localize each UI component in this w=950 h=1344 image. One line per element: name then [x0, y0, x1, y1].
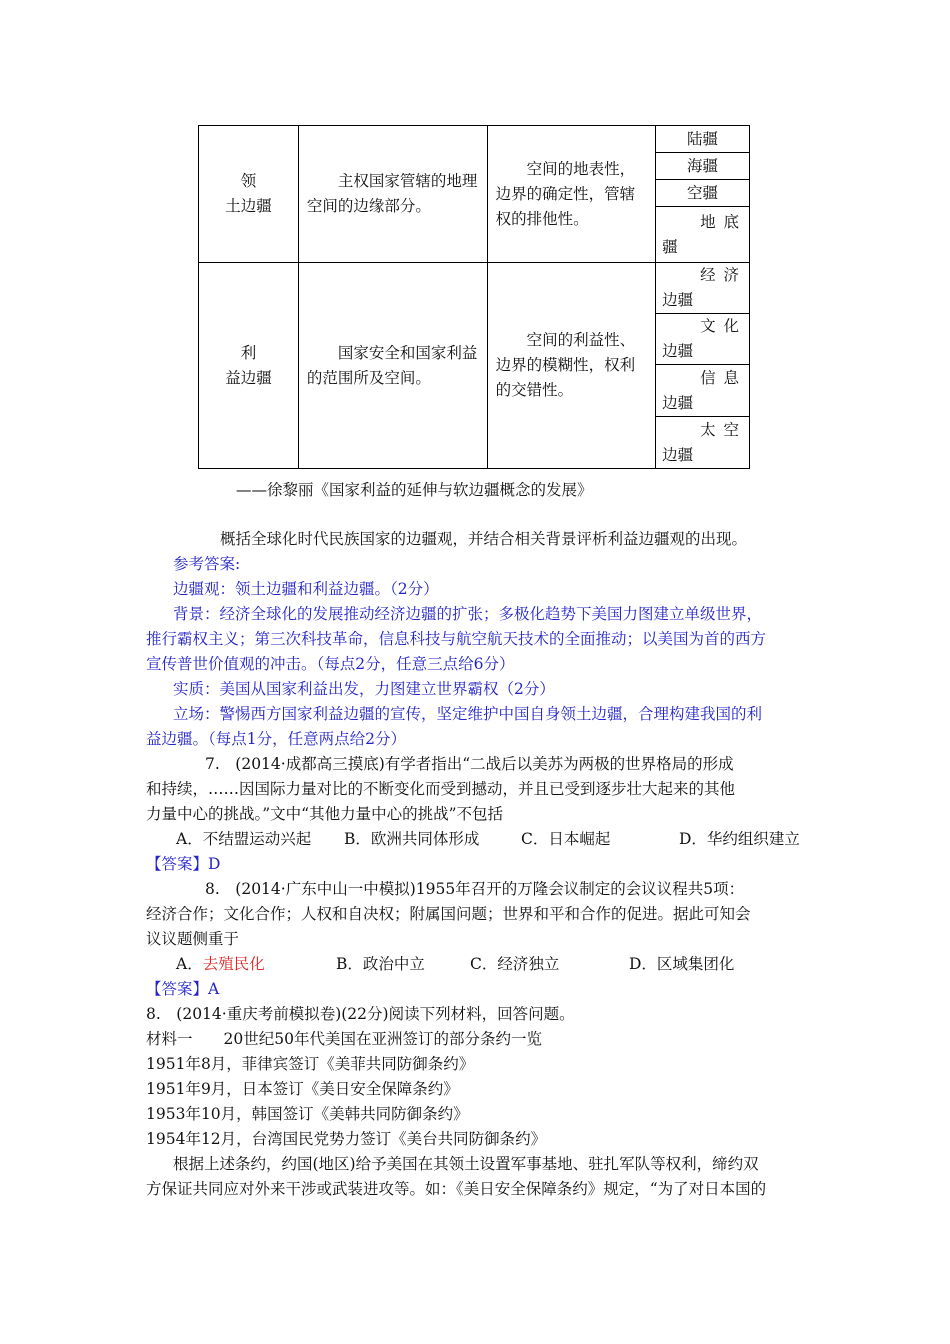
type-cell: 领 土边疆 [199, 126, 299, 263]
q6-prompt: 概括全球化时代民族国家的边疆观，并结合相关背景评析利益边疆观的出现。 [220, 530, 748, 548]
treaty-item: 1954年12月，台湾国民党势力签订《美台共同防御条约》 [146, 1130, 547, 1148]
treaty-item: 1951年8月，菲律宾签订《美菲共同防御条约》 [146, 1055, 475, 1073]
answer-line: 【答案】A [146, 980, 220, 998]
question-text: 议议题侧重于 [146, 930, 240, 948]
definition-cell: 国家安全和国家利益的范围所及空间。 [298, 263, 487, 469]
sub-type-cell: 文 化 边疆 [656, 314, 750, 365]
answer-line: 推行霸权主义；第三次科技革命，信息科技与航空航天技术的全面推动；以美国为首的西方 [146, 630, 767, 648]
question-text: 和持续，……因国际力量对比的不断变化而受到撼动，并且已受到逐步壮大起来的其他 [146, 780, 736, 798]
option-d: D．区域集团化 [629, 955, 735, 973]
sub-type-cell: 太 空 边疆 [656, 417, 750, 469]
option-b: B．欧洲共同体形成 [344, 830, 480, 848]
type-cell: 利 益边疆 [199, 263, 299, 469]
sub-type-cell: 陆疆 [656, 126, 750, 153]
sub-type-cell: 地 底 疆 [656, 207, 750, 263]
sub-type-cell: 海疆 [656, 153, 750, 180]
answer-line: 背景：经济全球化的发展推动经济边疆的扩张；多极化趋势下美国力图建立单级世界， [173, 605, 763, 623]
option-b: B．政治中立 [336, 955, 425, 973]
option-c: C．日本崛起 [521, 830, 611, 848]
question-text: 经济合作；文化合作；人权和自决权；附属国问题；世界和平和合作的促进。据此可知会 [146, 905, 751, 923]
sub-type-cell: 信 息 边疆 [656, 365, 750, 417]
option-a: A．去殖民化 [176, 955, 265, 973]
question-text: 8. (2014·广东中山一中模拟)1955年召开的万隆会议制定的会议议程共5项： [205, 880, 745, 898]
treaty-item: 1951年9月，日本签订《美日安全保障条约》 [146, 1080, 459, 1098]
option-a: A．不结盟运动兴起 [176, 830, 312, 848]
answer-line: 边疆观：领土边疆和利益边疆。（2分） [173, 580, 439, 598]
option-c: C．经济独立 [470, 955, 560, 973]
definition-cell: 主权国家管辖的地理空间的边缘部分。 [298, 126, 487, 263]
question-text: 8. (2014·重庆考前模拟卷)(22分)阅读下列材料，回答问题。 [146, 1005, 575, 1023]
answer-line: 实质：美国从国家利益出发，力图建立世界霸权（2分） [173, 680, 555, 698]
paragraph-line: 方保证共同应对外来干涉或武装进攻等。如：《美日安全保障条约》规定，“为了对日本国的 [146, 1180, 767, 1198]
sub-type-cell: 经 济 边疆 [656, 263, 750, 314]
material-title: 材料一 20世纪50年代美国在亚洲签订的部分条约一览 [146, 1030, 542, 1048]
reference-answer-label: 参考答案: [173, 555, 241, 573]
answer-line: 立场：警惕西方国家利益边疆的宣传，坚定维护中国自身领土边疆，合理构建我国的利 [173, 705, 763, 723]
frontier-table [198, 125, 750, 469]
question-text: 7. (2014·成都高三摸底)有学者指出“二战后以美苏为两极的世界格局的形成 [205, 755, 734, 773]
answer-line: 益边疆。（每点1分，任意两点给2分） [146, 730, 406, 748]
question-text: 力量中心的挑战。”文中“其他力量中心的挑战”不包括 [146, 805, 504, 823]
answer-line: 【答案】D [146, 855, 221, 873]
sub-type-cell: 空疆 [656, 180, 750, 207]
answer-line: 宣传普世价值观的冲击。（每点2分，任意三点给6分） [146, 655, 515, 673]
traits-cell: 空间的利益性、边界的模糊性，权利的交错性。 [487, 263, 656, 469]
table-source: ——徐黎丽《国家利益的延伸与软边疆概念的发展》 [236, 481, 593, 499]
treaty-item: 1953年10月，韩国签订《美韩共同防御条约》 [146, 1105, 469, 1123]
paragraph-line: 根据上述条约，约国(地区)给予美国在其领土设置军事基地、驻扎军队等权利，缔约双 [173, 1155, 759, 1173]
traits-cell: 空间的地表性，边界的确定性，管辖权的排他性。 [487, 126, 656, 263]
option-d: D．华约组织建立 [679, 830, 800, 848]
